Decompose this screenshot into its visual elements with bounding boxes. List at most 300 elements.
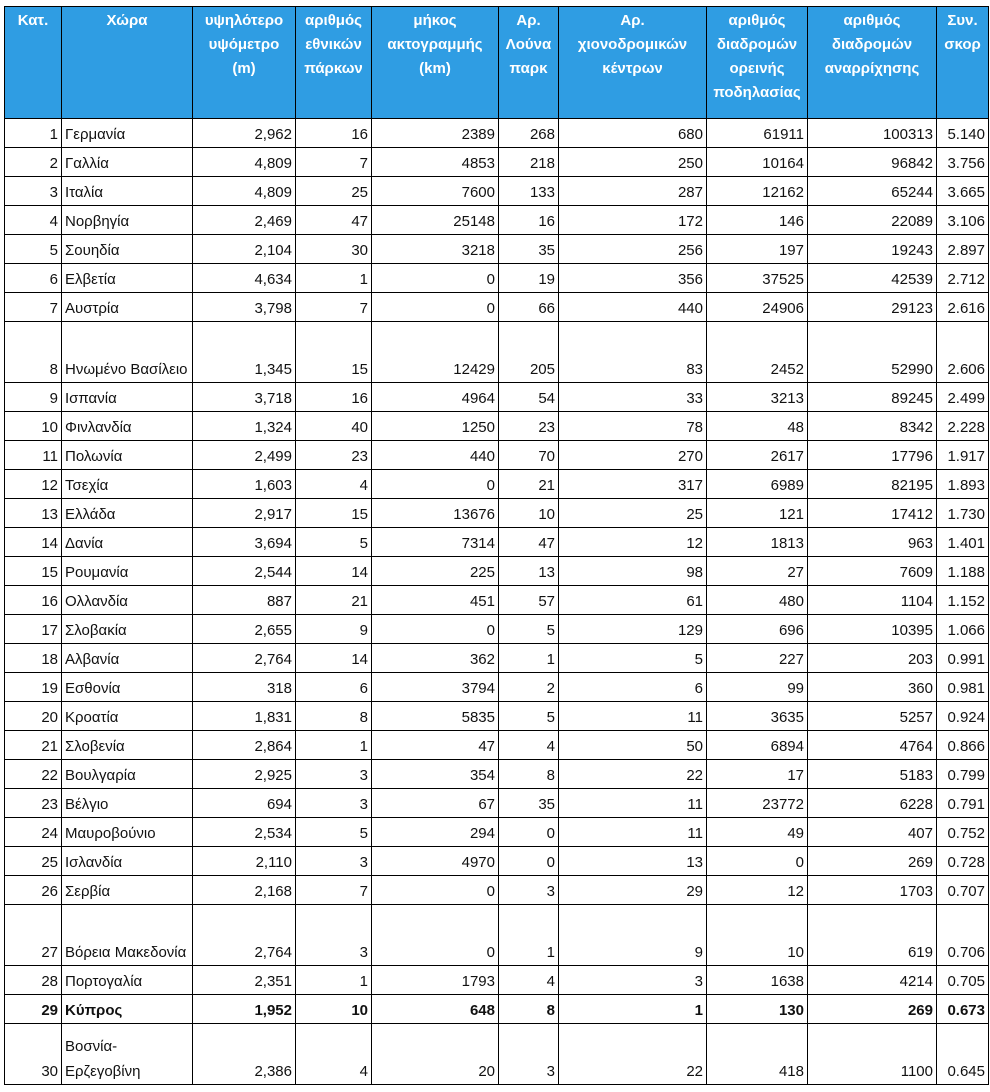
national-parks-cell: 3	[296, 760, 372, 789]
ski-resorts-cell: 13	[559, 847, 707, 876]
rank-cell: 13	[5, 499, 62, 528]
country-cell: Ελλάδα	[62, 499, 193, 528]
country-cell: Βουλγαρία	[62, 760, 193, 789]
mtb-trails-cell: 17	[707, 760, 808, 789]
elevation-cell: 318	[193, 673, 296, 702]
table-row	[5, 1024, 989, 1085]
score-cell: 3.756	[937, 148, 989, 177]
rank-cell: 21	[5, 731, 62, 760]
header-line: (m)	[232, 60, 256, 77]
elevation-cell: 2,386	[193, 1024, 296, 1085]
mtb-trails-cell: 48	[707, 412, 808, 441]
header-line: διαδρομών	[716, 36, 798, 53]
header-line: Αρ.	[516, 12, 541, 29]
table-row	[5, 293, 989, 322]
country-cell: Κύπρος	[62, 995, 193, 1024]
score-cell: 0.706	[937, 905, 989, 966]
country-cell: Ισπανία	[62, 383, 193, 412]
country-cell: Ολλανδία	[62, 586, 193, 615]
ski-resorts-cell: 270	[559, 441, 707, 470]
ski-resorts-cell: 11	[559, 818, 707, 847]
ski-resorts-cell: 12	[559, 528, 707, 557]
coastline-cell: 294	[372, 818, 499, 847]
rank-cell: 28	[5, 966, 62, 995]
elevation-cell: 694	[193, 789, 296, 818]
ski-resorts-cell: 172	[559, 206, 707, 235]
elevation-cell: 2,351	[193, 966, 296, 995]
rank-cell: 19	[5, 673, 62, 702]
national-parks-cell: 1	[296, 966, 372, 995]
header-line: αριθμός	[305, 12, 362, 29]
amusement-parks-cell: 54	[499, 383, 559, 412]
header-elevation	[193, 7, 296, 119]
climbing-routes-cell: 29123	[808, 293, 937, 322]
country-cell: Ρουμανία	[62, 557, 193, 586]
rank-cell: 3	[5, 177, 62, 206]
rank-cell: 16	[5, 586, 62, 615]
header-coastline	[372, 7, 499, 119]
score-cell: 0.981	[937, 673, 989, 702]
climbing-routes-cell: 17796	[808, 441, 937, 470]
climbing-routes-cell: 5257	[808, 702, 937, 731]
country-cell: Ελβετία	[62, 264, 193, 293]
coastline-cell: 5835	[372, 702, 499, 731]
amusement-parks-cell: 57	[499, 586, 559, 615]
rank-cell: 20	[5, 702, 62, 731]
national-parks-cell: 15	[296, 322, 372, 383]
mtb-trails-cell: 480	[707, 586, 808, 615]
mtb-trails-cell: 121	[707, 499, 808, 528]
national-parks-cell: 23	[296, 441, 372, 470]
national-parks-cell: 16	[296, 383, 372, 412]
coastline-cell: 0	[372, 470, 499, 499]
header-line: υψόμετρο	[208, 36, 280, 53]
header-line: αριθμός	[728, 12, 786, 29]
coastline-cell: 1250	[372, 412, 499, 441]
header-line: εθνικών	[305, 36, 362, 53]
climbing-routes-cell: 82195	[808, 470, 937, 499]
table-row	[5, 441, 989, 470]
table-row	[5, 557, 989, 586]
header-line: αριθμός	[843, 12, 901, 29]
coastline-cell: 3218	[372, 235, 499, 264]
amusement-parks-cell: 218	[499, 148, 559, 177]
mtb-trails-cell: 61911	[707, 119, 808, 148]
elevation-cell: 2,534	[193, 818, 296, 847]
header-national-parks	[296, 7, 372, 119]
ski-resorts-cell: 6	[559, 673, 707, 702]
mtb-trails-cell: 0	[707, 847, 808, 876]
elevation-cell: 2,764	[193, 905, 296, 966]
rank-cell: 2	[5, 148, 62, 177]
country-cell: Μαυροβούνιο	[62, 818, 193, 847]
coastline-cell: 362	[372, 644, 499, 673]
header-line: ακτογραμμής	[387, 36, 483, 53]
country-cell: Σλοβακία	[62, 615, 193, 644]
rank-cell: 23	[5, 789, 62, 818]
coastline-cell: 440	[372, 441, 499, 470]
amusement-parks-cell: 47	[499, 528, 559, 557]
header-line: ορεινής	[729, 60, 785, 77]
header-score	[937, 7, 989, 119]
coastline-cell: 0	[372, 615, 499, 644]
climbing-routes-cell: 6228	[808, 789, 937, 818]
table-row	[5, 731, 989, 760]
national-parks-cell: 15	[296, 499, 372, 528]
national-parks-cell: 47	[296, 206, 372, 235]
rank-cell: 29	[5, 995, 62, 1024]
coastline-cell: 3794	[372, 673, 499, 702]
table-row	[5, 905, 989, 966]
table-row	[5, 644, 989, 673]
country-cell: Βόρεια Μακεδονία	[62, 905, 193, 966]
elevation-cell: 2,764	[193, 644, 296, 673]
ski-resorts-cell: 61	[559, 586, 707, 615]
mtb-trails-cell: 1813	[707, 528, 808, 557]
rank-cell: 11	[5, 441, 62, 470]
table-row	[5, 206, 989, 235]
amusement-parks-cell: 66	[499, 293, 559, 322]
ski-resorts-cell: 83	[559, 322, 707, 383]
table-row	[5, 412, 989, 441]
score-cell: 0.924	[937, 702, 989, 731]
climbing-routes-cell: 1703	[808, 876, 937, 905]
header-line: (km)	[419, 60, 451, 77]
ski-resorts-cell: 317	[559, 470, 707, 499]
national-parks-cell: 40	[296, 412, 372, 441]
amusement-parks-cell: 0	[499, 818, 559, 847]
climbing-routes-cell: 360	[808, 673, 937, 702]
national-parks-cell: 4	[296, 1024, 372, 1085]
table-row	[5, 702, 989, 731]
table-row	[5, 615, 989, 644]
ski-resorts-cell: 25	[559, 499, 707, 528]
coastline-cell: 7314	[372, 528, 499, 557]
climbing-routes-cell: 96842	[808, 148, 937, 177]
score-cell: 0.728	[937, 847, 989, 876]
climbing-routes-cell: 407	[808, 818, 937, 847]
rank-cell: 22	[5, 760, 62, 789]
amusement-parks-cell: 13	[499, 557, 559, 586]
ski-resorts-cell: 29	[559, 876, 707, 905]
table-row	[5, 995, 989, 1024]
table-row	[5, 586, 989, 615]
coastline-cell: 354	[372, 760, 499, 789]
ski-resorts-cell: 440	[559, 293, 707, 322]
coastline-cell: 4970	[372, 847, 499, 876]
mtb-trails-cell: 23772	[707, 789, 808, 818]
climbing-routes-cell: 89245	[808, 383, 937, 412]
rank-cell: 4	[5, 206, 62, 235]
mtb-trails-cell: 146	[707, 206, 808, 235]
header-amusement-parks	[499, 7, 559, 119]
coastline-cell: 225	[372, 557, 499, 586]
coastline-cell: 20	[372, 1024, 499, 1085]
header-line: χιονοδρομικών	[577, 36, 688, 53]
header-line: Λούνα	[505, 36, 552, 53]
coastline-cell: 0	[372, 264, 499, 293]
national-parks-cell: 3	[296, 847, 372, 876]
climbing-routes-cell: 100313	[808, 119, 937, 148]
amusement-parks-cell: 205	[499, 322, 559, 383]
coastline-cell: 7600	[372, 177, 499, 206]
score-cell: 1.893	[937, 470, 989, 499]
country-cell: Δανία	[62, 528, 193, 557]
score-cell: 2.606	[937, 322, 989, 383]
mtb-trails-cell: 696	[707, 615, 808, 644]
ski-resorts-cell: 22	[559, 1024, 707, 1085]
amusement-parks-cell: 1	[499, 905, 559, 966]
mtb-trails-cell: 2452	[707, 322, 808, 383]
coastline-cell: 0	[372, 876, 499, 905]
climbing-routes-cell: 19243	[808, 235, 937, 264]
country-cell: Νορβηγία	[62, 206, 193, 235]
table-row	[5, 876, 989, 905]
amusement-parks-cell: 1	[499, 644, 559, 673]
coastline-cell: 47	[372, 731, 499, 760]
table-body	[5, 119, 989, 1085]
climbing-routes-cell: 1100	[808, 1024, 937, 1085]
ski-resorts-cell: 250	[559, 148, 707, 177]
climbing-routes-cell: 1104	[808, 586, 937, 615]
table-row	[5, 235, 989, 264]
rank-cell: 1	[5, 119, 62, 148]
elevation-cell: 1,324	[193, 412, 296, 441]
header-line: αναρρίχησης	[824, 60, 920, 77]
national-parks-cell: 1	[296, 731, 372, 760]
country-cell: Βοσνία-Ερζεγοβίνη	[62, 1024, 193, 1085]
mtb-trails-cell: 99	[707, 673, 808, 702]
coastline-cell: 13676	[372, 499, 499, 528]
amusement-parks-cell: 23	[499, 412, 559, 441]
score-cell: 1.917	[937, 441, 989, 470]
rank-cell: 14	[5, 528, 62, 557]
coastline-cell: 25148	[372, 206, 499, 235]
elevation-cell: 2,104	[193, 235, 296, 264]
mtb-trails-cell: 6894	[707, 731, 808, 760]
header-line: παρκ	[509, 60, 548, 77]
national-parks-cell: 21	[296, 586, 372, 615]
ski-resorts-cell: 680	[559, 119, 707, 148]
ski-resorts-cell: 256	[559, 235, 707, 264]
mtb-trails-cell: 37525	[707, 264, 808, 293]
ski-resorts-cell: 287	[559, 177, 707, 206]
rank-cell: 26	[5, 876, 62, 905]
national-parks-cell: 6	[296, 673, 372, 702]
national-parks-cell: 4	[296, 470, 372, 499]
national-parks-cell: 1	[296, 264, 372, 293]
ski-resorts-cell: 50	[559, 731, 707, 760]
elevation-cell: 2,864	[193, 731, 296, 760]
climbing-routes-cell: 17412	[808, 499, 937, 528]
score-cell: 0.752	[937, 818, 989, 847]
elevation-cell: 2,925	[193, 760, 296, 789]
table-row	[5, 789, 989, 818]
national-parks-cell: 3	[296, 905, 372, 966]
climbing-routes-cell: 10395	[808, 615, 937, 644]
mtb-trails-cell: 24906	[707, 293, 808, 322]
amusement-parks-cell: 5	[499, 702, 559, 731]
ski-resorts-cell: 33	[559, 383, 707, 412]
header-line: σκορ	[944, 36, 981, 53]
mtb-trails-cell: 3635	[707, 702, 808, 731]
climbing-routes-cell: 65244	[808, 177, 937, 206]
score-cell: 0.673	[937, 995, 989, 1024]
score-cell: 1.152	[937, 586, 989, 615]
elevation-cell: 2,544	[193, 557, 296, 586]
elevation-cell: 3,798	[193, 293, 296, 322]
national-parks-cell: 5	[296, 818, 372, 847]
country-cell: Γαλλία	[62, 148, 193, 177]
table-row	[5, 818, 989, 847]
ski-resorts-cell: 11	[559, 789, 707, 818]
mtb-trails-cell: 10164	[707, 148, 808, 177]
elevation-cell: 2,469	[193, 206, 296, 235]
coastline-cell: 0	[372, 905, 499, 966]
score-cell: 3.106	[937, 206, 989, 235]
amusement-parks-cell: 8	[499, 995, 559, 1024]
amusement-parks-cell: 133	[499, 177, 559, 206]
rank-cell: 8	[5, 322, 62, 383]
amusement-parks-cell: 8	[499, 760, 559, 789]
elevation-cell: 4,809	[193, 148, 296, 177]
climbing-routes-cell: 269	[808, 847, 937, 876]
country-cell: Φινλανδία	[62, 412, 193, 441]
ski-resorts-cell: 98	[559, 557, 707, 586]
national-parks-cell: 30	[296, 235, 372, 264]
elevation-cell: 4,809	[193, 177, 296, 206]
climbing-routes-cell: 203	[808, 644, 937, 673]
climbing-routes-cell: 22089	[808, 206, 937, 235]
ski-resorts-cell: 129	[559, 615, 707, 644]
elevation-cell: 4,634	[193, 264, 296, 293]
header-line: ποδηλασίας	[713, 84, 801, 101]
mtb-trails-cell: 27	[707, 557, 808, 586]
rank-cell: 25	[5, 847, 62, 876]
ski-resorts-cell: 356	[559, 264, 707, 293]
country-cell: Βέλγιο	[62, 789, 193, 818]
header-country	[62, 7, 193, 119]
table-row	[5, 528, 989, 557]
table-row	[5, 148, 989, 177]
ski-resorts-cell: 11	[559, 702, 707, 731]
ski-resorts-cell: 3	[559, 966, 707, 995]
score-cell: 2.499	[937, 383, 989, 412]
national-parks-cell: 7	[296, 876, 372, 905]
rank-cell: 24	[5, 818, 62, 847]
climbing-routes-cell: 269	[808, 995, 937, 1024]
elevation-cell: 2,655	[193, 615, 296, 644]
mtb-trails-cell: 10	[707, 905, 808, 966]
ranking-table	[4, 6, 989, 1085]
elevation-cell: 2,110	[193, 847, 296, 876]
table-row	[5, 673, 989, 702]
rank-cell: 15	[5, 557, 62, 586]
elevation-cell: 1,345	[193, 322, 296, 383]
mtb-trails-cell: 12162	[707, 177, 808, 206]
table-row	[5, 383, 989, 412]
ski-resorts-cell: 22	[559, 760, 707, 789]
rank-cell: 27	[5, 905, 62, 966]
country-cell: Κροατία	[62, 702, 193, 731]
score-cell: 3.665	[937, 177, 989, 206]
score-cell: 2.712	[937, 264, 989, 293]
country-cell: Τσεχία	[62, 470, 193, 499]
score-cell: 0.866	[937, 731, 989, 760]
amusement-parks-cell: 70	[499, 441, 559, 470]
table-row	[5, 119, 989, 148]
mtb-trails-cell: 12	[707, 876, 808, 905]
rank-cell: 30	[5, 1024, 62, 1085]
elevation-cell: 2,499	[193, 441, 296, 470]
climbing-routes-cell: 5183	[808, 760, 937, 789]
country-cell: Σερβία	[62, 876, 193, 905]
mtb-trails-cell: 197	[707, 235, 808, 264]
national-parks-cell: 7	[296, 148, 372, 177]
header-climbing-routes	[808, 7, 937, 119]
country-cell: Πολωνία	[62, 441, 193, 470]
table-row	[5, 322, 989, 383]
amusement-parks-cell: 2	[499, 673, 559, 702]
rank-cell: 18	[5, 644, 62, 673]
climbing-routes-cell: 52990	[808, 322, 937, 383]
coastline-cell: 2389	[372, 119, 499, 148]
score-cell: 5.140	[937, 119, 989, 148]
header-mtb-trails	[707, 7, 808, 119]
amusement-parks-cell: 16	[499, 206, 559, 235]
national-parks-cell: 8	[296, 702, 372, 731]
mtb-trails-cell: 3213	[707, 383, 808, 412]
score-cell: 0.645	[937, 1024, 989, 1085]
header-line: Συν.	[947, 12, 978, 29]
amusement-parks-cell: 268	[499, 119, 559, 148]
rank-cell: 12	[5, 470, 62, 499]
coastline-cell: 451	[372, 586, 499, 615]
climbing-routes-cell: 963	[808, 528, 937, 557]
national-parks-cell: 7	[296, 293, 372, 322]
country-cell: Ιταλία	[62, 177, 193, 206]
header-line: πάρκων	[304, 60, 363, 77]
national-parks-cell: 9	[296, 615, 372, 644]
coastline-cell: 4964	[372, 383, 499, 412]
header-line: κέντρων	[602, 60, 663, 77]
table-row	[5, 470, 989, 499]
elevation-cell: 2,168	[193, 876, 296, 905]
rank-cell: 9	[5, 383, 62, 412]
score-cell: 0.791	[937, 789, 989, 818]
table-header	[5, 7, 989, 119]
mtb-trails-cell: 6989	[707, 470, 808, 499]
table-row	[5, 966, 989, 995]
ski-resorts-cell: 1	[559, 995, 707, 1024]
country-cell: Πορτογαλία	[62, 966, 193, 995]
header-row	[5, 7, 989, 119]
score-cell: 2.897	[937, 235, 989, 264]
national-parks-cell: 5	[296, 528, 372, 557]
score-cell: 1.401	[937, 528, 989, 557]
national-parks-cell: 14	[296, 557, 372, 586]
header-ski-resorts	[559, 7, 707, 119]
rank-cell: 10	[5, 412, 62, 441]
header-rank	[5, 7, 62, 119]
mtb-trails-cell: 49	[707, 818, 808, 847]
amusement-parks-cell: 35	[499, 789, 559, 818]
header-line: Αρ.	[620, 12, 645, 29]
rank-cell: 17	[5, 615, 62, 644]
amusement-parks-cell: 3	[499, 1024, 559, 1085]
score-cell: 0.799	[937, 760, 989, 789]
header-line: Κατ.	[17, 12, 49, 29]
